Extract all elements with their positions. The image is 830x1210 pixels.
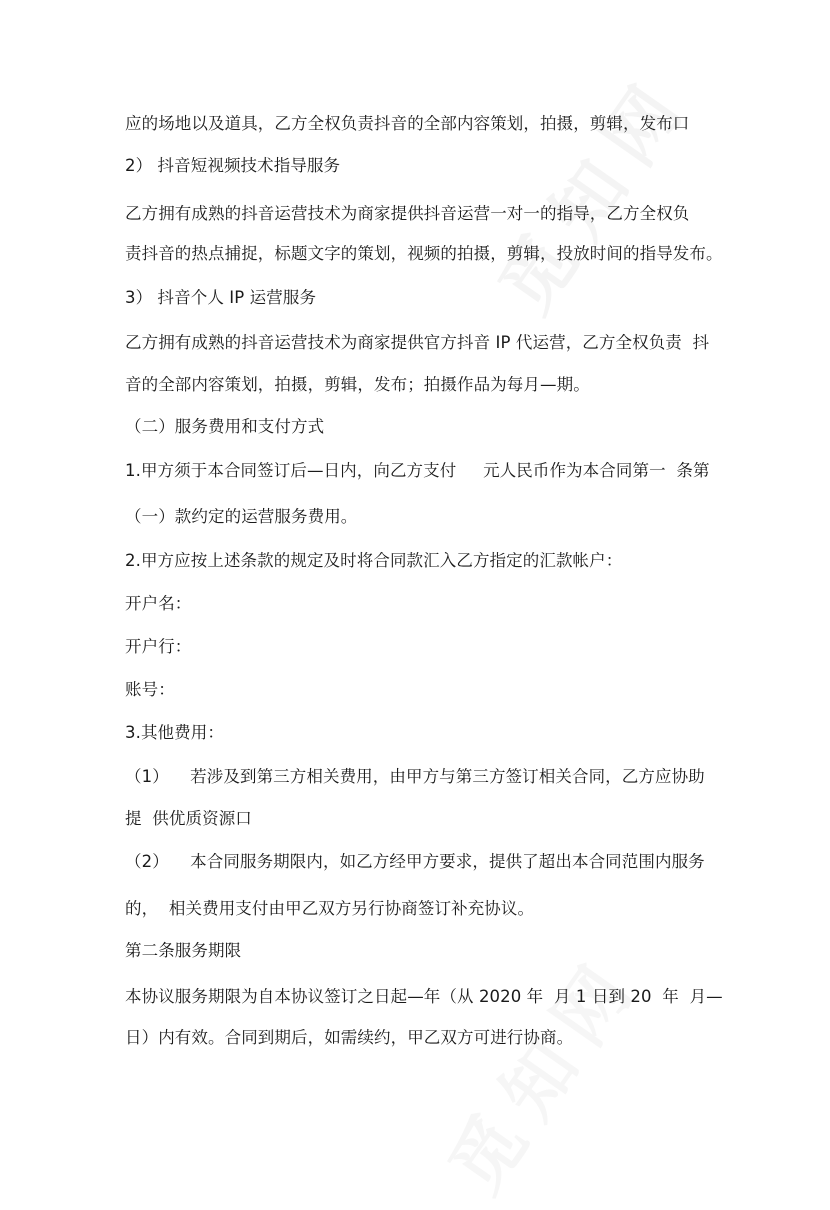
bank-label: 开户行： [125, 637, 192, 656]
line-3: 乙方拥有成熟的抖音运营技术为商家提供抖音运营一对一的指导，乙方全权负 [125, 204, 690, 223]
account-number-label: 账号： [125, 680, 175, 699]
other-fees-heading: 3.其他费用： [125, 723, 224, 742]
line-7: 音的全部内容策划，拍摄，剪辑，发布；拍摄作品为每月—期。 [125, 375, 590, 394]
line-4: 责抖音的热点捕捉，标题文字的策划，视频的拍摄，剪辑，投放时间的指导发布。 [125, 244, 723, 263]
account-name-label: 开户名： [125, 594, 192, 613]
line-16: （1） 若涉及到第三方相关费用，由甲方与第三方签订相关合同，乙方应协助 [125, 767, 705, 786]
watermark-lower [420, 929, 660, 1210]
line-22: 日）内有效。合同到期后，如需续约，甲乙双方可进行协商。 [125, 1028, 574, 1047]
heading-3-personal-ip: 3） 抖音个人 IP 运营服务 [125, 288, 317, 307]
line-21: 本协议服务期限为自本协议签订之日起—年（从 2020 年 月 1 日到 20 年 月— [125, 987, 723, 1006]
line-6: 乙方拥有成熟的抖音运营技术为商家提供官方抖音 IP 代运营，乙方全权负责 抖 [125, 333, 710, 352]
line-11: 2.甲方应按上述条款的规定及时将合同款汇入乙方指定的汇款帐户： [125, 551, 623, 570]
line-10: （一）款约定的运营服务费用。 [125, 507, 358, 526]
line-18: （2） 本合同服务期限内，如乙方经甲方要求，提供了超出本合同范围内服务 [125, 852, 705, 871]
section-heading-fees: （二）服务费用和支付方式 [125, 417, 325, 436]
section-heading-term: 第二条服务期限 [125, 941, 242, 960]
line-1: 应的场地以及道具，乙方全权负责抖音的全部内容策划，拍摄，剪辑，发布口 [125, 114, 690, 133]
heading-2-short-video-guidance: 2） 抖音短视频技术指导服务 [125, 156, 341, 175]
line-19: 的， 相关费用支付由甲乙双方另行协商签订补充协议。 [125, 899, 535, 918]
line-17: 提 供优质资源口 [125, 809, 252, 828]
line-9: 1.甲方须于本合同签订后—日内，向乙方支付 元人民币作为本合同第一 条第 [125, 461, 710, 480]
